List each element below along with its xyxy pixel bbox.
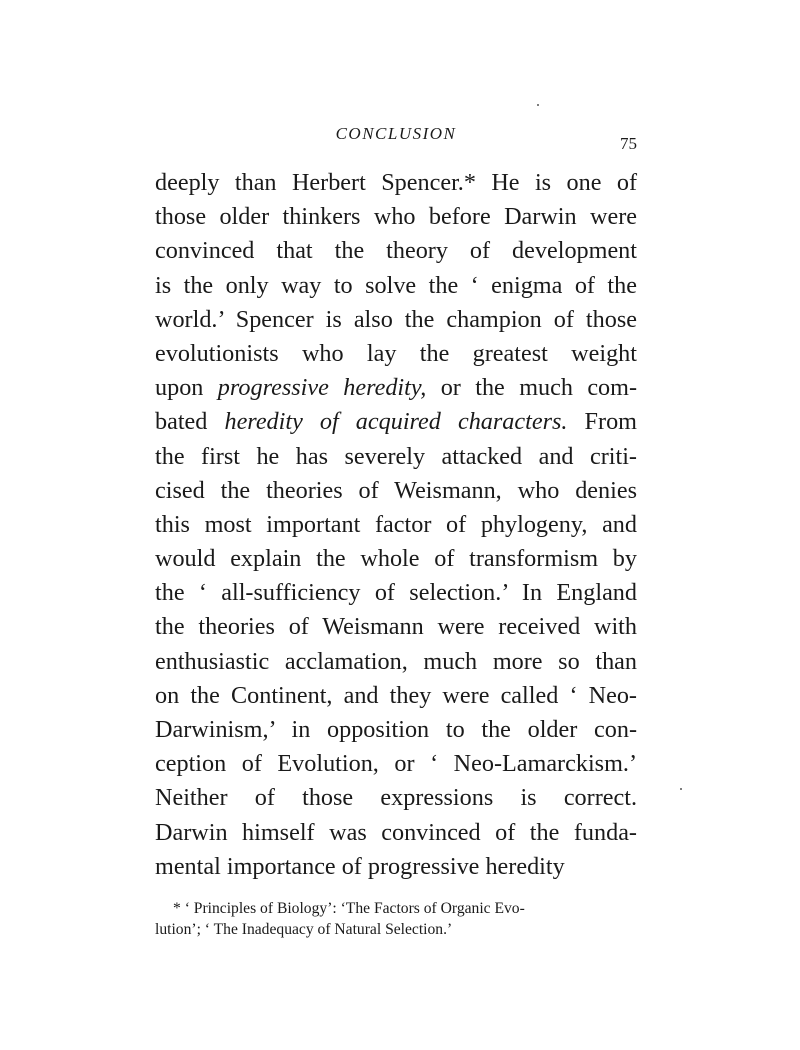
- print-speck: [537, 104, 539, 106]
- text-line: cised the theories of Weismann, who denies: [155, 476, 637, 504]
- text-line: would explain the whole of transformism by: [155, 545, 637, 573]
- text-line: the ‘ all-sufficiency of selection.’ In England: [155, 579, 637, 607]
- text-line: ception of Evolution, or ‘ Neo-Lamarckism.’: [155, 750, 637, 778]
- text-line: [155, 371, 637, 405]
- running-title: CONCLUSION: [335, 124, 457, 143]
- text-line: the theories of Weismann were received with: [155, 613, 637, 641]
- text-line: the first he has severely attacked and criti-: [155, 442, 637, 470]
- page-number: 75: [620, 134, 637, 153]
- text-segment: upon: [155, 374, 218, 402]
- text-line: is the only way to solve the ‘ enigma of the: [155, 271, 637, 299]
- text-segment: From: [567, 408, 637, 436]
- text-line: those older thinkers who before Darwin were: [155, 203, 637, 231]
- text-line: on the Continent, and they were called ‘ Neo-: [155, 681, 637, 709]
- text-line: Darwin himself was convinced of the funda-: [155, 818, 637, 846]
- text-segment: bated: [155, 408, 225, 436]
- italic-term: progressive heredity,: [217, 374, 427, 402]
- text-segment: or the much com-: [426, 374, 638, 402]
- footnote-line: * ‘ Principles of Biology’: ‘The Factors of Organic Evo-: [173, 900, 525, 917]
- text-line: enthusiastic acclamation, much more so than: [155, 647, 637, 675]
- body-text: [155, 166, 637, 884]
- text-line: deeply than Herbert Spencer.* He is one of: [155, 169, 637, 196]
- text-line: mental importance of progressive heredity: [155, 852, 565, 880]
- text-line: [155, 405, 637, 439]
- text-line: this most important factor of phylogeny, and: [155, 510, 637, 538]
- text-line: world.’ Spencer is also the champion of those: [155, 305, 637, 333]
- text-line: Neither of those expressions is correct.: [155, 784, 637, 812]
- text-line: Darwinism,’ in opposition to the older con-: [155, 716, 637, 743]
- footnote-line: lution’; ‘ The Inadequacy of Natural Selection.’: [155, 921, 453, 938]
- footnote: [155, 898, 637, 940]
- print-speck: [680, 788, 682, 790]
- italic-term: heredity of acquired characters.: [224, 408, 568, 436]
- text-line: convinced that the theory of development: [155, 237, 637, 265]
- text-line: evolutionists who lay the greatest weight: [155, 339, 637, 367]
- running-head: [155, 124, 637, 154]
